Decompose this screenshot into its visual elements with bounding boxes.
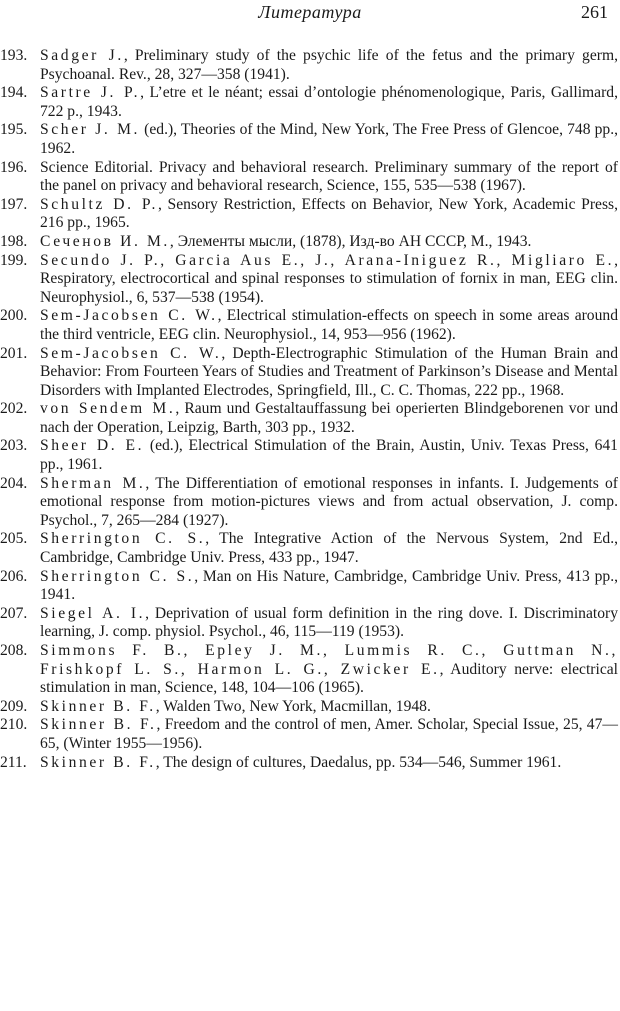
reference-number: 202. [0,400,28,418]
reference-number: 204. [0,474,28,492]
reference-entry [0,159,620,196]
reference-number: 208. [0,642,28,659]
reference-text: , Electrical stimulation-effects on speech in some areas around the third ventricle, EEG clin. Neurophysiol., 14, 953—956 (1962). [40,307,618,343]
reference-entry [0,307,620,344]
reference-entry [0,530,620,567]
reference-author: Schultz D. P. [40,195,158,213]
reference-author: Secundo J. P., Garcia Aus E., J., Arana-Iniguez R., Migliaro E. [40,251,615,269]
reference-author: Sherman M. [40,474,146,492]
reference-number: 203. [0,437,28,455]
reference-author: Sartre J. P. [40,84,141,102]
reference-list [0,47,620,772]
reference-entry [0,252,620,308]
reference-entry [0,605,620,642]
reference-author: Simmons F. B., Epley J. M., Lummis R. C., Guttman N., Frishkopf L. S., Harmon L. G., Zwicker E. [40,642,618,678]
reference-text: (ed.), Electrical Stimulation of the Brain, Austin, Univ. Texas Press, 641 pp., 1961. [40,437,618,474]
reference-author: Sherrington C. S. [40,530,206,548]
reference-author: Sem-Jacobsen C. W. [40,344,222,362]
reference-author: Siegel A. I. [40,604,146,622]
reference-author: Sem-Jacobsen C. W. [40,307,218,325]
reference-text: , The Integrative Action of the Nervous System, 2nd Ed., Cambridge, Cambridge Univ. Press, 433 pp., 1947. [40,530,618,567]
reference-entry [0,345,620,401]
reference-text: , Auditory nerve: electrical stimulation in man, Science, 148, 104—106 (1965). [40,660,618,697]
reference-text: , Man on His Nature, Cambridge, Cambridge Univ. Press, 413 pp., 1941. [40,567,618,604]
running-head [0,2,620,28]
reference-author: Skinner B. F. [40,697,156,715]
reference-text: , Raum und Gestaltauffassung bei operierten Blindgeborenen vor und nach der Operation, Leipzig, Barth, 303 pp., 1932. [40,400,618,436]
reference-number: 196. [0,158,28,176]
reference-number: 211. [0,753,27,771]
reference-text: (ed.), Theories of the Mind, New York, The Free Press of Glencoe, 748 pp., 1962. [40,121,618,157]
reference-entry [0,196,620,233]
reference-author: Skinner B. F. [40,753,156,771]
reference-text: , The design of cultures, Daedalus, pp. 534—546, Summer 1961. [155,753,562,771]
reference-number: 198. [0,232,28,250]
reference-number: 199. [0,251,28,269]
reference-text: , L’etre et le néant; essai d’ontologie phénomenologique, Paris, Gallimard, 722 p., 1943. [40,84,618,120]
reference-number: 200. [0,307,28,325]
reference-author: Sadger J. [40,47,124,64]
reference-text: , Respiratory, electrocortical and spinal responses to stimulation of fornix in man, EEG clin. Neurophysiol., 6, 537—538 (1954). [40,251,618,306]
reference-text: , Depth-Electrographic Stimulation of the Human Brain and Behavior: From Fourteen Years of Studies and Treatment of Parkinson’s Disease and Mental Disorders with Implanted Electrodes, Springfield, Ill., C. C. Thomas, 222 pp., 1968. [40,344,618,399]
reference-number: 193. [0,47,28,64]
reference-number: 194. [0,84,28,102]
reference-entry [0,754,620,773]
reference-author: Сеченов И. М. [40,232,170,250]
reference-number: 209. [0,697,28,715]
reference-entry [0,121,620,158]
reference-entry [0,475,620,531]
running-title: Литература [258,2,362,22]
reference-author: Sherrington C. S. [40,567,195,585]
reference-text: , Preliminary study of the psychic life of the fetus and the primary germ, Psychoanal. Rev., 28, 327—358 (1941). [40,47,618,83]
reference-author: Skinner B. F. [40,716,157,734]
reference-entry [0,437,620,474]
reference-entry [0,716,620,753]
reference-number: 205. [0,530,28,548]
reference-number: 210. [0,716,28,734]
reference-author: Scher J. M. [40,121,141,139]
reference-text: , Walden Two, New York, Macmillan, 1948. [155,697,431,715]
reference-number: 201. [0,344,28,362]
reference-text: , Freedom and the control of men, Amer. Scholar, Special Issue, 25, 47—65, (Winter 1955—1956). [40,716,618,752]
reference-number: 195. [0,121,28,139]
page-number: 261 [581,2,608,22]
reference-number: 206. [0,567,28,585]
reference-text: , Элементы мысли, (1878), Изд-во АН СССР, М., 1943. [169,232,532,250]
reference-entry [0,84,620,121]
reference-text: , Sensory Restriction, Effects on Behavior, New York, Academic Press, 216 pp., 1965. [40,195,618,232]
reference-entry [0,642,620,698]
reference-entry [0,47,620,84]
reference-text: , The Differentiation of emotional responses in infants. I. Judgements of emotional response from motion-pictures views and from actual observation, J. comp. Psychol., 7, 265—284 (1927). [40,474,618,529]
reference-entry [0,233,620,252]
reference-number: 197. [0,195,28,213]
reference-author: Sheer D. E. [40,437,145,455]
reference-number: 207. [0,604,28,622]
reference-text: Science Editorial. Privacy and behavioral research. Preliminary summary of the report of the panel on privacy and behavioral research, Science, 155, 535—538 (1967). [40,158,618,195]
reference-text: , Deprivation of usual form definition in the ring dove. I. Discriminatory learning, J. comp. physiol. Psychol., 46, 115—119 (1953). [40,604,618,641]
reference-entry [0,568,620,605]
reference-entry [0,698,620,717]
reference-entry [0,400,620,437]
reference-author: von Sendem M. [40,400,176,418]
